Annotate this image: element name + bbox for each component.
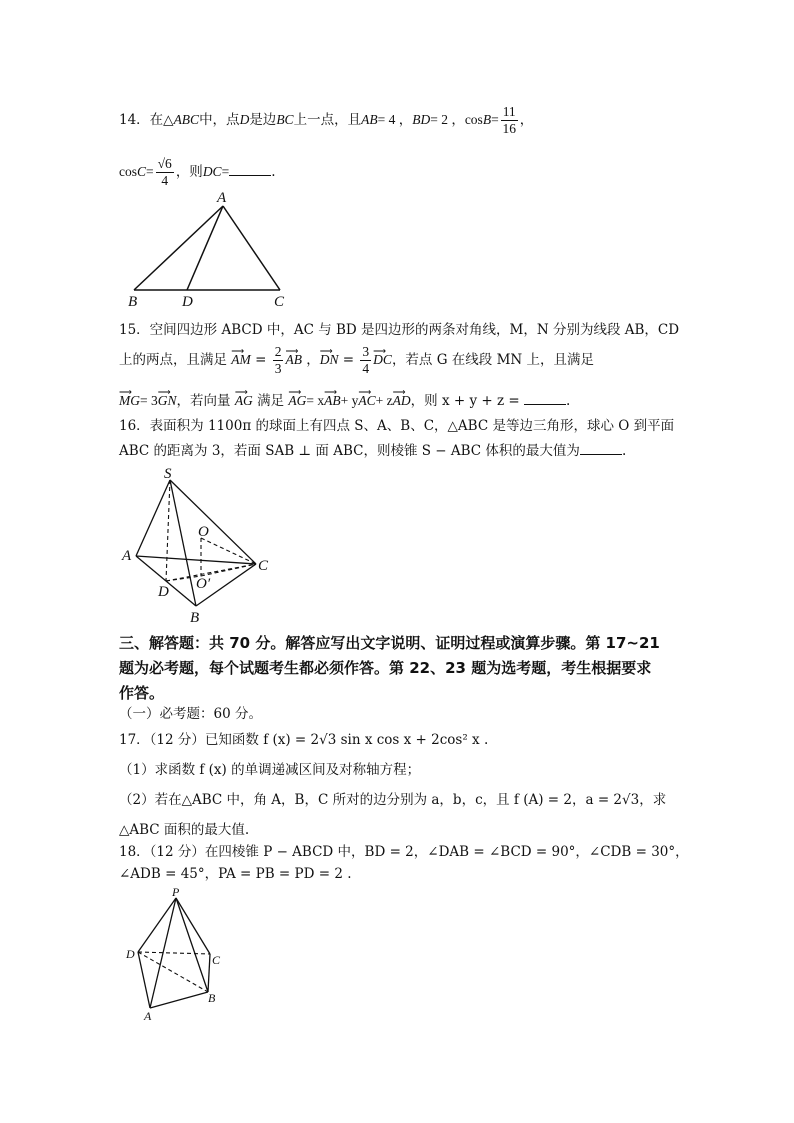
- required-note: （一）必考题：60 分。: [119, 706, 262, 722]
- q14-line2: cosC= $\frac{√6}{4}$ ，则DC= .: [119, 156, 276, 188]
- fraction-11-16: $\frac{11}{16}$: [502, 104, 516, 136]
- label-C: C: [212, 953, 221, 967]
- q17-line3: （2）若在△ABC 中，角 A，B，C 所对的边分别为 a，b，c，且 f (A) = 2，a = 2√3，求: [119, 792, 667, 808]
- q16-line1: 16．表面积为 1100π 的球面上有四点 S、A、B、C，△ABC 是等边三角形，球心 O 到平面: [119, 418, 675, 434]
- label-B: B: [190, 610, 200, 626]
- q15-line1: 15．空间四边形 ABCD 中，AC 与 BD 是四边形的两条对角线，M，N 分别为线段 AB，CD: [119, 322, 680, 338]
- label-D: D: [158, 584, 169, 600]
- label-B: B: [208, 991, 216, 1005]
- q15-line2: 上的两点，且满足 ⟶ AM = $\frac{2}{3}$ ⟶ AB ，⟶ DN = $\frac{3}{4}$ ⟶ DC，若点 G 在线段 MN 上，且满足: [119, 344, 594, 377]
- section-heading-line3: 作答。: [119, 684, 165, 702]
- label-A: A: [144, 1009, 152, 1023]
- section-heading-line2: 题为必考题，每个试题考生都必须作答。第 22、23 题为选考题，考生根据要求: [119, 659, 652, 677]
- label-C: C: [258, 558, 269, 574]
- q17-line4: △ABC 面积的最大值.: [119, 822, 250, 838]
- q18-line1: 18．（12 分）在四棱锥 P − ABCD 中，BD = 2，∠DAB = ∠BCD = 90°，∠CDB = 30°，: [119, 844, 689, 860]
- q16-line2: ABC 的距离为 3，若面 SAB ⊥ 面 ABC，则棱锥 S − ABC 体积的最大值为 .: [119, 440, 626, 461]
- label-P: P: [172, 885, 180, 899]
- fraction-sqrt6-4: $\frac{√6}{4}$: [157, 156, 172, 188]
- label-D: D: [126, 947, 135, 961]
- label-B: B: [128, 294, 138, 310]
- q17-line2: （1）求函数 f (x) 的单调递减区间及对称轴方程；: [119, 762, 421, 778]
- label-S: S: [164, 466, 172, 482]
- q14-line1: 14．在△ABC中，点D是边BC上一点，且AB= 4 ，BD= 2 ，cosB= $\frac{11}{16}$ ，: [119, 104, 534, 136]
- answer-blank: [524, 390, 566, 405]
- label-D: D: [182, 294, 193, 310]
- answer-blank: [229, 161, 271, 176]
- section-heading-line1: 三、解答题：共 70 分。解答应写出文字说明、证明过程或演算步骤。第 17~21: [119, 634, 660, 652]
- label-O-prime: O′: [196, 576, 211, 592]
- label-A: A: [217, 190, 227, 206]
- triangle-figure-q14: [120, 192, 300, 312]
- q17-line1: 17．（12 分）已知函数 f (x) = 2√3 sin x cos x + 2cos² x .: [119, 732, 489, 748]
- pyramid-figure-q16: [118, 466, 278, 626]
- label-C: C: [274, 294, 285, 310]
- label-A: A: [122, 548, 132, 564]
- pyramid-figure-q18: [120, 886, 240, 1026]
- q15-line3: ⟶ MG= 3⟶ GN，若向量 ⟶ AG 满足 ⟶ AG= x⟶ AB+ y⟶ AC+ z⟶ AD，则 x + y + z = .: [119, 390, 570, 411]
- answer-blank: [580, 440, 622, 455]
- label-O: O: [198, 524, 209, 540]
- q18-line2: ∠ADB = 45°，PA = PB = PD = 2 .: [119, 866, 352, 882]
